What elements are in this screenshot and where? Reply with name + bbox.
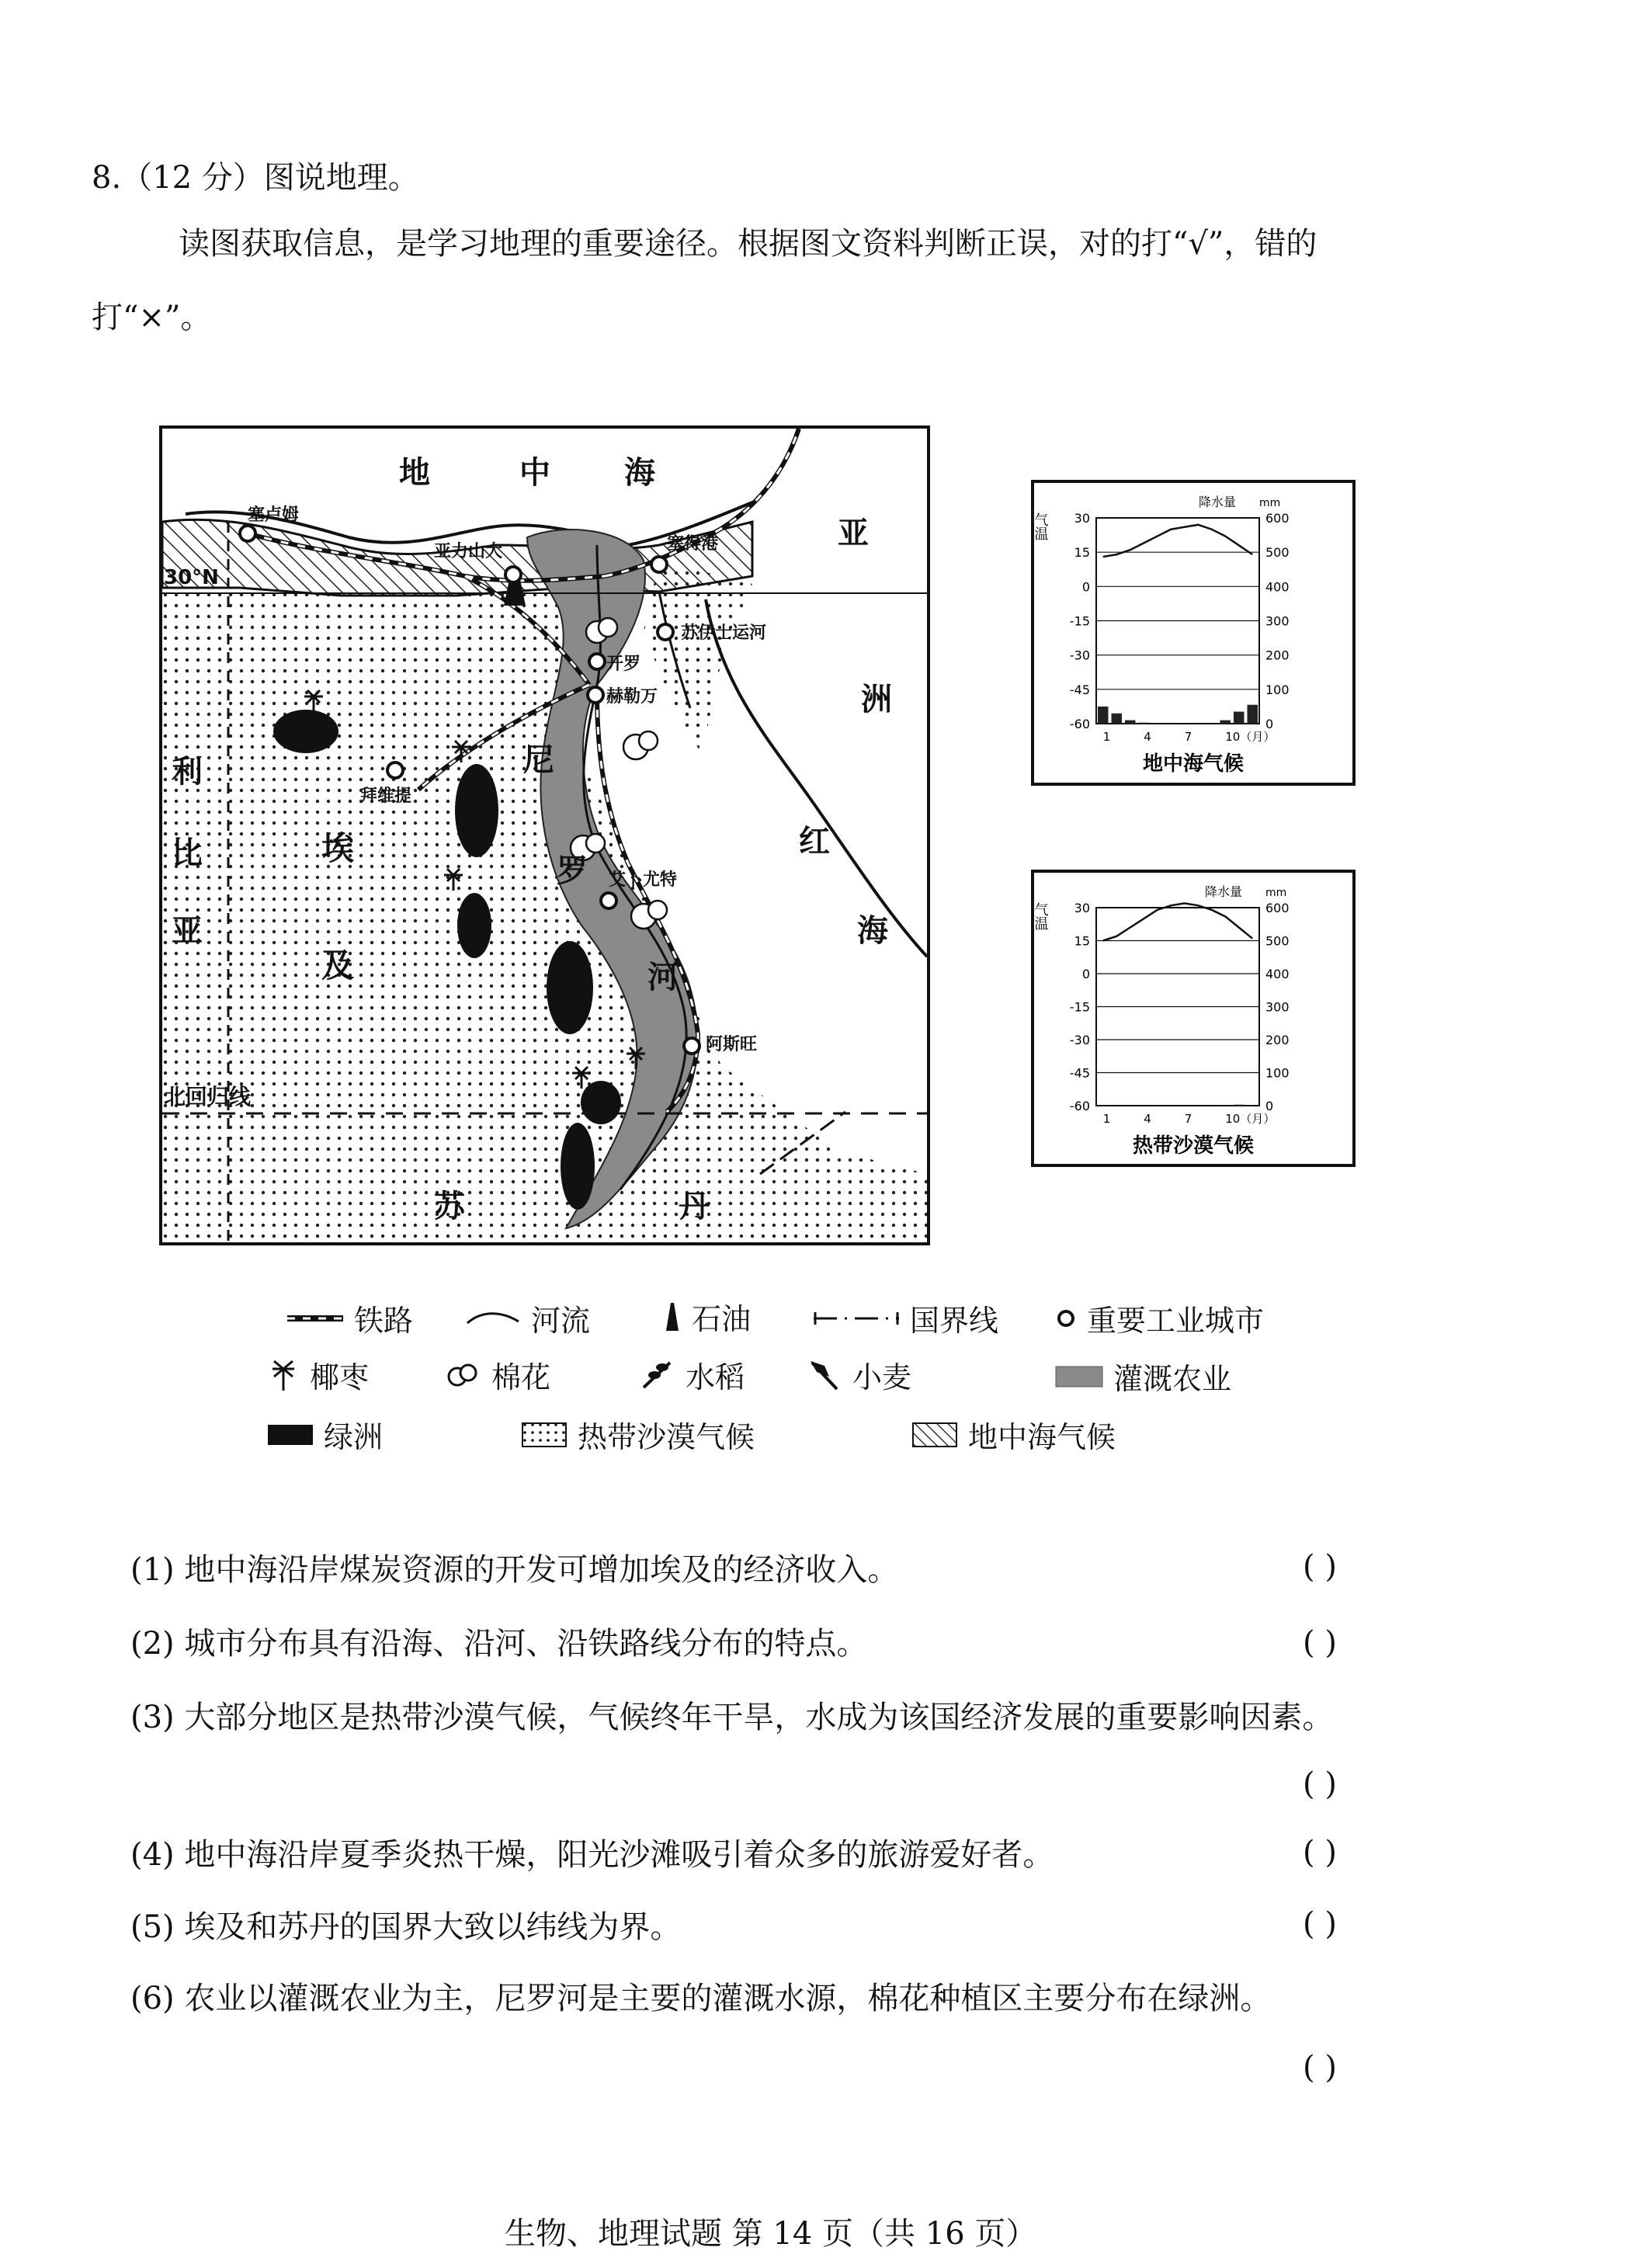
temp-axis-label: 气温 bbox=[1032, 512, 1049, 540]
month-tick-label: 1 bbox=[1102, 1112, 1111, 1126]
precip-bar bbox=[1139, 723, 1150, 724]
temp-tick-label: 0 bbox=[1081, 579, 1090, 595]
precip-unit: mm bbox=[1265, 887, 1287, 899]
label-30n: 30°N bbox=[164, 566, 219, 589]
legend-oasis-label: 绿洲 bbox=[324, 1420, 384, 1454]
desert-climate-icon bbox=[522, 1422, 567, 1448]
legend-med-climate-label: 地中海气候 bbox=[968, 1420, 1116, 1454]
temp-tick-label: -30 bbox=[1069, 648, 1090, 663]
label-nile-3: 河 bbox=[647, 960, 679, 995]
label-libya-1: 利 bbox=[172, 754, 203, 790]
precip-tick-label: 500 bbox=[1265, 933, 1290, 949]
temp-tick-label: 15 bbox=[1074, 545, 1090, 561]
temp-tick-label: -15 bbox=[1069, 613, 1090, 629]
climate-chart-title: 地中海气候 bbox=[1142, 752, 1244, 776]
temp-tick-label: -45 bbox=[1069, 682, 1090, 697]
city-aswan: 阿斯旺 bbox=[706, 1035, 758, 1054]
label-egypt-1: 埃 bbox=[321, 829, 355, 867]
precip-tick-label: 400 bbox=[1265, 579, 1290, 595]
label-libya-3: 亚 bbox=[172, 913, 203, 949]
answer-blank-5[interactable]: ( ) bbox=[1303, 1906, 1337, 1942]
precip-tick-label: 200 bbox=[1265, 1033, 1290, 1047]
temp-tick-label: 15 bbox=[1074, 933, 1090, 949]
legend-date-palm bbox=[268, 1353, 369, 1396]
label-nile-2: 罗 bbox=[557, 853, 588, 889]
legend-oil-label: 石油 bbox=[692, 1302, 752, 1336]
border-symbol-icon bbox=[814, 1310, 899, 1327]
oil-icon bbox=[664, 1301, 681, 1332]
question-intro-line2: 打“×”。 bbox=[92, 300, 212, 335]
label-red-sea-1: 红 bbox=[799, 824, 830, 860]
legend-river bbox=[466, 1297, 590, 1339]
precip-axis-label: 降水量 bbox=[1199, 495, 1237, 509]
statement-4: (4) 地中海沿岸夏季炎热干燥，阳光沙滩吸引着众多的旅游爱好者。 bbox=[130, 1837, 1054, 1873]
legend-oasis bbox=[268, 1413, 383, 1456]
precip-bar bbox=[1234, 1105, 1244, 1106]
climate-chart-mediterranean bbox=[1031, 480, 1356, 786]
legend-rice-label: 水稻 bbox=[686, 1360, 745, 1394]
legend-date-palm-label: 椰枣 bbox=[310, 1360, 370, 1394]
precip-tick-label: 600 bbox=[1265, 511, 1290, 526]
month-tick-label: 4 bbox=[1144, 730, 1151, 744]
industrial-city-icon bbox=[1056, 1308, 1076, 1328]
precip-tick-label: 400 bbox=[1265, 967, 1290, 981]
precip-bar bbox=[1234, 712, 1244, 724]
legend-border-label: 国界线 bbox=[910, 1304, 999, 1338]
legend-railway-label: 铁路 bbox=[354, 1304, 414, 1338]
precip-unit: mm bbox=[1259, 497, 1281, 509]
legend-river-label: 河流 bbox=[531, 1304, 591, 1338]
question-title: 8.（12 分）图说地理。 bbox=[92, 160, 419, 196]
answer-blank-1[interactable]: ( ) bbox=[1303, 1549, 1337, 1585]
month-tick-label: 7 bbox=[1184, 1112, 1192, 1126]
question-intro-line1: 读图获取信息，是学习地理的重要途径。根据图文资料判断正误，对的打“√”，错的 bbox=[179, 226, 1317, 262]
oasis-icon bbox=[268, 1423, 313, 1447]
precip-bar bbox=[1220, 721, 1231, 724]
legend-oil bbox=[664, 1295, 751, 1338]
legend-irrigated bbox=[1056, 1355, 1231, 1398]
label-nile-1: 尼 bbox=[523, 742, 554, 778]
label-mediterranean-1: 地 bbox=[399, 455, 430, 491]
answer-blank-2[interactable]: ( ) bbox=[1303, 1625, 1337, 1661]
temp-tick-label: 30 bbox=[1074, 511, 1090, 526]
precip-tick-label: 100 bbox=[1265, 1065, 1290, 1081]
temperature-line bbox=[1103, 903, 1253, 940]
label-mediterranean-2: 中 bbox=[519, 455, 550, 491]
legend-med-climate bbox=[912, 1413, 1116, 1456]
temp-tick-label: -45 bbox=[1069, 1065, 1090, 1081]
desert-climate-area bbox=[162, 592, 927, 1242]
precip-bar bbox=[1112, 714, 1123, 724]
page-footer: 生物、地理试题 第 14 页（共 16 页） bbox=[505, 2216, 1037, 2252]
temp-tick-label: -60 bbox=[1069, 717, 1090, 731]
precip-tick-label: 500 bbox=[1265, 545, 1290, 561]
temp-tick-label: -60 bbox=[1069, 1099, 1090, 1113]
label-red-sea-2: 海 bbox=[857, 913, 888, 949]
egypt-map-drawing bbox=[162, 429, 927, 1242]
city-luxor: 艾卜尤特 bbox=[609, 870, 678, 890]
statement-6: (6) 农业以灌溉农业为主，尼罗河是主要的灌溉水源，棉花种植区主要分布在绿洲。 bbox=[130, 1981, 1272, 2016]
wheat-icon bbox=[807, 1358, 842, 1392]
label-mediterranean-3: 海 bbox=[624, 455, 655, 491]
label-asia-1: 亚 bbox=[838, 516, 869, 551]
city-baharia: 拜维提 bbox=[360, 787, 412, 806]
label-sudan-1: 苏 bbox=[434, 1189, 465, 1224]
temp-axis-label: 气温 bbox=[1032, 902, 1049, 930]
city-port-said: 塞得港 bbox=[667, 534, 719, 554]
legend-industrial-city bbox=[1056, 1297, 1264, 1339]
climate-chart-desert bbox=[1031, 870, 1356, 1167]
climate-chart-desert-svg bbox=[1034, 873, 1352, 1164]
legend-desert-climate-label: 热带沙漠气候 bbox=[578, 1420, 755, 1454]
irrigated-agriculture-icon bbox=[1056, 1365, 1102, 1388]
month-tick-label: 10（月） bbox=[1225, 1112, 1276, 1126]
egypt-map bbox=[159, 425, 930, 1245]
month-tick-label: 1 bbox=[1102, 730, 1111, 744]
city-suez-canal: 苏伊士运河 bbox=[681, 623, 767, 643]
temp-tick-label: -30 bbox=[1069, 1033, 1090, 1047]
mediterranean-climate-icon bbox=[912, 1422, 957, 1448]
legend-industrial-city-label: 重要工业城市 bbox=[1087, 1304, 1265, 1338]
legend-wheat-label: 小麦 bbox=[852, 1360, 912, 1394]
answer-blank-4[interactable]: ( ) bbox=[1303, 1835, 1337, 1870]
river-symbol-icon bbox=[466, 1309, 520, 1328]
label-egypt-2: 及 bbox=[321, 946, 355, 985]
label-asia-2: 洲 bbox=[861, 682, 892, 717]
city-salloum: 塞卢姆 bbox=[248, 505, 300, 525]
climate-chart-title: 热带沙漠气候 bbox=[1132, 1134, 1255, 1158]
answer-blank-6[interactable]: ( ) bbox=[1303, 2050, 1337, 2086]
precip-tick-label: 600 bbox=[1265, 901, 1290, 915]
precip-tick-label: 100 bbox=[1265, 682, 1290, 697]
precip-tick-label: 0 bbox=[1265, 717, 1274, 731]
month-tick-label: 4 bbox=[1144, 1112, 1151, 1126]
precip-axis-label: 降水量 bbox=[1205, 884, 1243, 899]
legend-cotton-label: 棉花 bbox=[491, 1360, 551, 1394]
month-tick-label: 7 bbox=[1184, 730, 1192, 744]
city-cairo: 开罗 bbox=[606, 655, 641, 674]
month-tick-label: 10（月） bbox=[1225, 730, 1276, 744]
precip-tick-label: 300 bbox=[1265, 613, 1290, 629]
legend-desert-climate bbox=[522, 1413, 755, 1456]
date-palm-icon bbox=[268, 1358, 299, 1392]
statement-3: (3) 大部分地区是热带沙漠气候，气候终年干旱，水成为该国经济发展的重要影响因素。 bbox=[130, 1700, 1334, 1735]
railway-symbol-icon bbox=[287, 1311, 343, 1326]
legend-railway bbox=[287, 1297, 413, 1339]
precip-tick-label: 200 bbox=[1265, 648, 1290, 663]
temp-tick-label: 0 bbox=[1081, 967, 1090, 981]
legend-border bbox=[814, 1297, 998, 1339]
label-tropic-of-cancer: 北回归线 bbox=[164, 1084, 252, 1110]
rice-icon bbox=[640, 1360, 675, 1391]
city-alexandria: 亚力山大 bbox=[434, 542, 503, 561]
statement-5: (5) 埃及和苏丹的国界大致以纬线为界。 bbox=[130, 1909, 682, 1945]
legend-rice bbox=[640, 1353, 745, 1396]
cotton-icon bbox=[446, 1361, 481, 1389]
precip-bar bbox=[1125, 721, 1136, 724]
legend-wheat bbox=[807, 1353, 911, 1396]
city-helwan: 赫勒万 bbox=[606, 687, 658, 707]
label-sudan-2: 丹 bbox=[679, 1189, 710, 1224]
answer-blank-3[interactable]: ( ) bbox=[1303, 1766, 1337, 1802]
precip-tick-label: 0 bbox=[1265, 1099, 1274, 1113]
precip-bar bbox=[1098, 707, 1109, 724]
climate-chart-mediterranean-svg bbox=[1034, 483, 1352, 783]
temp-tick-label: 30 bbox=[1074, 901, 1090, 915]
temp-tick-label: -15 bbox=[1069, 999, 1090, 1015]
red-sea-coast bbox=[706, 599, 927, 957]
label-libya-2: 比 bbox=[172, 835, 203, 871]
legend-irrigated-label: 灌溉农业 bbox=[1113, 1362, 1232, 1396]
statement-1: (1) 地中海沿岸煤炭资源的开发可增加埃及的经济收入。 bbox=[130, 1552, 899, 1588]
statement-2: (2) 城市分布具有沿海、沿河、沿铁路线分布的特点。 bbox=[130, 1626, 868, 1662]
precip-bar bbox=[1248, 705, 1258, 724]
precip-tick-label: 300 bbox=[1265, 999, 1290, 1015]
legend-cotton bbox=[446, 1353, 550, 1396]
